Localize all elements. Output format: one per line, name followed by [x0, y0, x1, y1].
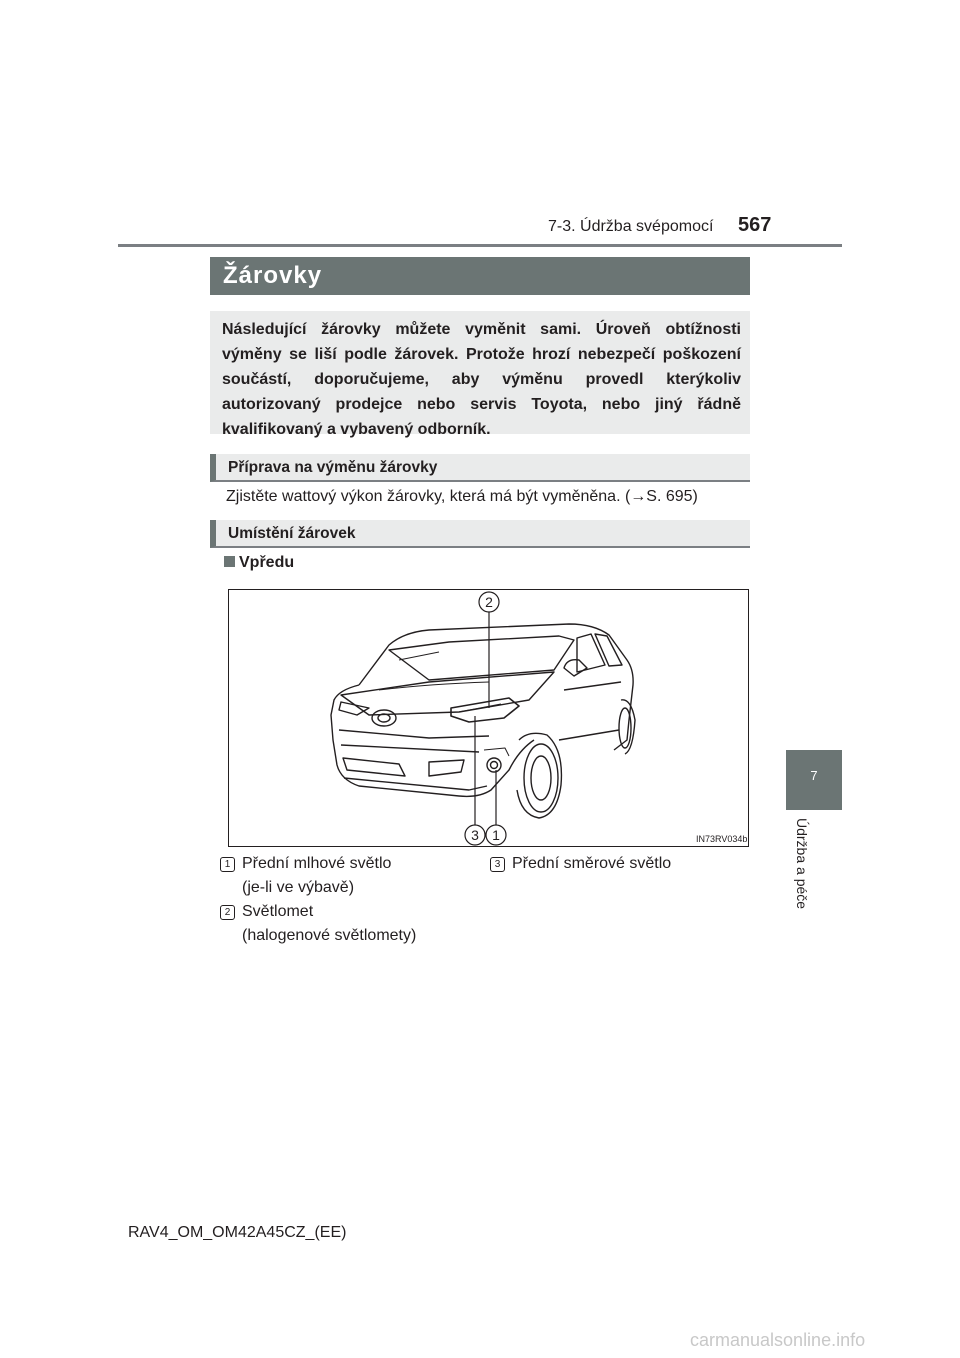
header-divider — [118, 244, 842, 247]
bullet-square-icon — [224, 556, 235, 567]
car-illustration — [228, 589, 749, 847]
legend-item-2 — [220, 900, 460, 948]
legend-item-1 — [220, 852, 460, 900]
header-section-title: 7-3. Údržba svépomocí — [548, 218, 714, 235]
legend-number-2: 2 — [220, 905, 235, 920]
legend-note-1: (je-li ve výbavě) — [242, 879, 355, 896]
callout-3-label: 3 — [471, 827, 479, 843]
watermark: carmanualsonline.info — [690, 1330, 866, 1350]
callout-1-label: 1 — [492, 827, 500, 843]
legend-text-1: Přední mlhové světlo — [242, 855, 392, 872]
page-number: 567 — [738, 214, 772, 236]
location-heading: Umístění žárovek — [210, 520, 750, 548]
front-label-text: Vpředu — [239, 554, 295, 571]
intro-paragraph: Následující žárovky můžete vyměnit sami. Úroveň obtížnosti výměny se liší podle žárovek. Protože hrozí nebezpečí poškození součástí, doporučujeme, aby výměnu provedl kterýkoliv autorizovaný prodejce nebo servis Toyota, nebo jiný řádně kvalifikovaný a vybavený odborník. — [210, 311, 750, 434]
legend-note-2: (halogenové světlomety) — [242, 927, 417, 944]
callout-2-label: 2 — [485, 594, 493, 610]
front-section-label — [224, 554, 294, 572]
figure-code: IN73RV034b — [696, 834, 748, 844]
page-title: Žárovky — [210, 257, 750, 295]
preparation-text: Zjistěte wattový výkon žárovky, která má být vyměněna. (→S. 695) — [226, 488, 698, 505]
legend-number-1: 1 — [220, 857, 235, 872]
legend-number-3: 3 — [490, 857, 505, 872]
chapter-label: Údržba a péče — [794, 818, 810, 910]
chapter-number: 7 — [810, 768, 818, 783]
legend-text-3: Přední směrové světlo — [512, 855, 672, 872]
document-footer: RAV4_OM_OM42A45CZ_(EE) — [128, 1224, 347, 1241]
car-drawing — [229, 590, 748, 846]
legend-item-3 — [490, 852, 750, 876]
preparation-heading: Příprava na výměnu žárovky — [210, 454, 750, 482]
legend-text-2: Světlomet — [242, 903, 314, 920]
